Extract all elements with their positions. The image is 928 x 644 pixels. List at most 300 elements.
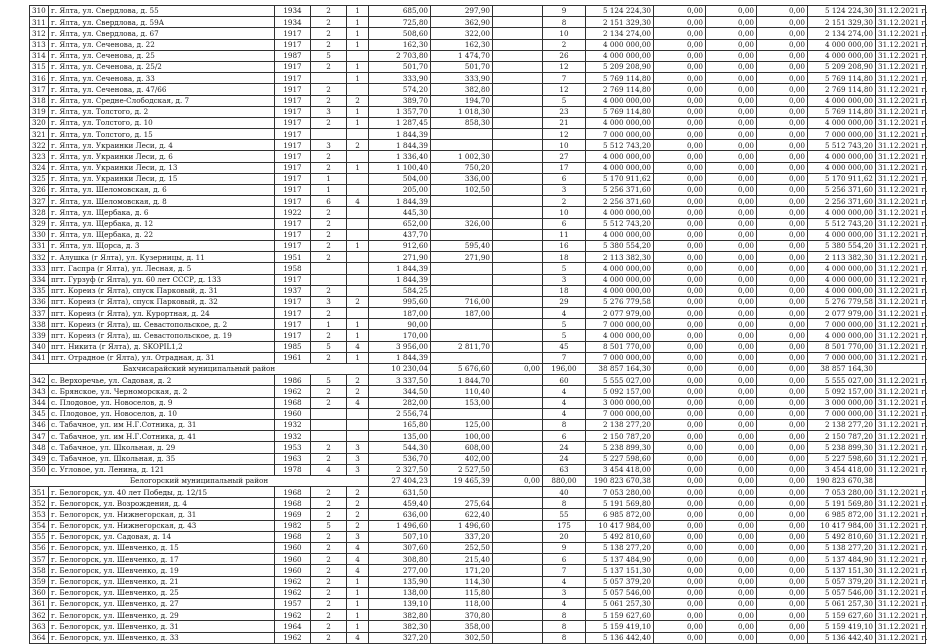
cell-deadline: 31.12.2021 г. xyxy=(876,274,926,285)
cell-nonresidential-area xyxy=(493,73,543,84)
cell-total-area: 544,30 xyxy=(369,442,431,453)
cell-total-area: 912,60 xyxy=(369,240,431,251)
cell-floors: 2 xyxy=(311,330,347,341)
cell-cost-fund-2: 0,00 xyxy=(706,151,757,162)
cell-row-number: 333 xyxy=(30,263,49,274)
district-sum-cell: 190 823 670,38 xyxy=(586,475,654,486)
cell-cost-fund-2: 0,00 xyxy=(706,28,757,39)
cell-planned-cost: 5 191 569,80 xyxy=(808,498,876,509)
cell-residents: 4 xyxy=(543,576,586,587)
table-row xyxy=(30,531,926,542)
table-row xyxy=(30,218,926,229)
cell-nonresidential-area xyxy=(493,319,543,330)
cell-cost-fund-2: 0,00 xyxy=(706,341,757,352)
cell-entrances: 1 xyxy=(347,319,369,330)
cell-residents: 6 xyxy=(543,554,586,565)
district-sum-cell: 0,00 xyxy=(706,364,757,375)
cell-total-cost: 4 000 000,00 xyxy=(586,207,654,218)
cell-planned-cost: 5 092 157,00 xyxy=(808,386,876,397)
cell-row-number: 327 xyxy=(30,196,49,207)
cell-cost-fund-3: 0,00 xyxy=(757,464,808,475)
cell-year: 1969 xyxy=(275,509,311,520)
cell-row-number: 355 xyxy=(30,531,49,542)
cell-total-cost: 5 227 598,60 xyxy=(586,453,654,464)
cell-deadline: 31.12.2021 г. xyxy=(876,61,926,72)
cell-residents: 2 xyxy=(543,39,586,50)
cell-living-area: 2 527,50 xyxy=(431,464,493,475)
cell-cost-fund-2: 0,00 xyxy=(706,386,757,397)
cell-living-area: 402,00 xyxy=(431,453,493,464)
cell-address: с. Табачное, ул. им Н.Г.Сотника, д. 41 xyxy=(49,431,275,442)
cell-nonresidential-area xyxy=(493,341,543,352)
district-sum-cell: 0,00 xyxy=(493,475,543,486)
cell-cost-fund-1: 0,00 xyxy=(654,140,706,151)
cell-floors xyxy=(311,263,347,274)
cell-nonresidential-area xyxy=(493,487,543,498)
district-sum-cell: 38 857 164,30 xyxy=(586,364,654,375)
table-row xyxy=(30,341,926,352)
cell-nonresidential-area xyxy=(493,464,543,475)
cell-entrances: 4 xyxy=(347,196,369,207)
cell-year: 1917 xyxy=(275,95,311,106)
cell-row-number: 324 xyxy=(30,162,49,173)
cell-nonresidential-area xyxy=(493,39,543,50)
cell-total-area: 636,00 xyxy=(369,509,431,520)
cell-total-area: 2 556,74 xyxy=(369,408,431,419)
cell-cost-fund-3: 0,00 xyxy=(757,162,808,173)
cell-nonresidential-area xyxy=(493,576,543,587)
cell-floors: 2 xyxy=(311,240,347,251)
cell-deadline: 31.12.2021 г. xyxy=(876,129,926,140)
cell-year: 1917 xyxy=(275,39,311,50)
cell-deadline: 31.12.2021 г. xyxy=(876,95,926,106)
cell-cost-fund-3: 0,00 xyxy=(757,632,808,643)
cell-residents: 8 xyxy=(543,17,586,28)
cell-row-number: 356 xyxy=(30,543,49,554)
district-sum-cell: 0,00 xyxy=(757,475,808,486)
cell-cost-fund-1: 0,00 xyxy=(654,252,706,263)
table-row xyxy=(30,520,926,531)
table-row xyxy=(30,621,926,632)
cell-cost-fund-2: 0,00 xyxy=(706,543,757,554)
cell-cost-fund-3: 0,00 xyxy=(757,84,808,95)
table-row xyxy=(30,632,926,643)
cell-cost-fund-1: 0,00 xyxy=(654,442,706,453)
cell-cost-fund-2: 0,00 xyxy=(706,252,757,263)
table-row xyxy=(30,319,926,330)
cell-cost-fund-2: 0,00 xyxy=(706,285,757,296)
cell-cost-fund-2: 0,00 xyxy=(706,509,757,520)
cell-total-cost: 7 000 000,00 xyxy=(586,408,654,419)
cell-planned-cost: 4 000 000,00 xyxy=(808,95,876,106)
cell-residents: 6 xyxy=(543,218,586,229)
table-row xyxy=(30,84,926,95)
cell-total-area: 308,80 xyxy=(369,554,431,565)
cell-living-area xyxy=(431,263,493,274)
cell-cost-fund-1: 0,00 xyxy=(654,621,706,632)
cell-nonresidential-area xyxy=(493,6,543,17)
cell-total-area: 2 703,80 xyxy=(369,50,431,61)
cell-nonresidential-area xyxy=(493,330,543,341)
cell-deadline: 31.12.2021 г. xyxy=(876,196,926,207)
cell-living-area: 271,90 xyxy=(431,252,493,263)
cell-year: 1917 xyxy=(275,117,311,128)
cell-row-number: 349 xyxy=(30,453,49,464)
district-empty-cell xyxy=(876,475,926,486)
cell-cost-fund-2: 0,00 xyxy=(706,598,757,609)
cell-total-area: 2 327,50 xyxy=(369,464,431,475)
cell-living-area xyxy=(431,274,493,285)
table-row xyxy=(30,587,926,598)
cell-cost-fund-1: 0,00 xyxy=(654,95,706,106)
cell-living-area: 608,00 xyxy=(431,442,493,453)
table-row xyxy=(30,498,926,509)
cell-cost-fund-1: 0,00 xyxy=(654,632,706,643)
cell-address: пгт. Кореиз (г Ялта), ш. Севастопольское, д. 19 xyxy=(49,330,275,341)
cell-cost-fund-1: 0,00 xyxy=(654,352,706,363)
cell-nonresidential-area xyxy=(493,308,543,319)
cell-living-area: 302,50 xyxy=(431,632,493,643)
cell-residents: 4 xyxy=(543,308,586,319)
cell-cost-fund-2: 0,00 xyxy=(706,73,757,84)
cell-planned-cost: 4 000 000,00 xyxy=(808,274,876,285)
cell-total-cost: 4 000 000,00 xyxy=(586,274,654,285)
cell-deadline: 31.12.2021 г. xyxy=(876,151,926,162)
cell-floors: 2 xyxy=(311,6,347,17)
cell-row-number: 340 xyxy=(30,341,49,352)
cell-cost-fund-2: 0,00 xyxy=(706,520,757,531)
cell-deadline: 31.12.2021 г. xyxy=(876,6,926,17)
cell-address: пгт. Гаспра (г Ялта), ул. Лесная, д. 5 xyxy=(49,263,275,274)
cell-deadline: 31.12.2021 г. xyxy=(876,408,926,419)
cell-nonresidential-area xyxy=(493,129,543,140)
cell-cost-fund-3: 0,00 xyxy=(757,17,808,28)
cell-residents: 27 xyxy=(543,151,586,162)
cell-row-number: 350 xyxy=(30,464,49,475)
cell-planned-cost: 5 276 779,58 xyxy=(808,296,876,307)
cell-planned-cost: 7 000 000,00 xyxy=(808,319,876,330)
cell-year: 1917 xyxy=(275,162,311,173)
cell-address: г. Ялта, ул. Толстого, д. 2 xyxy=(49,106,275,117)
cell-year: 1962 xyxy=(275,576,311,587)
table-row xyxy=(30,576,926,587)
cell-floors xyxy=(311,129,347,140)
cell-floors xyxy=(311,274,347,285)
cell-floors: 2 xyxy=(311,598,347,609)
cell-cost-fund-1: 0,00 xyxy=(654,274,706,285)
cell-entrances xyxy=(347,408,369,419)
district-sum-cell: 0,00 xyxy=(757,364,808,375)
cell-total-cost: 2 134 274,00 xyxy=(586,28,654,39)
cell-row-number: 329 xyxy=(30,218,49,229)
cell-deadline: 31.12.2021 г. xyxy=(876,375,926,386)
cell-cost-fund-1: 0,00 xyxy=(654,50,706,61)
cell-address: г. Ялта, ул. Сеченова, д. 22 xyxy=(49,39,275,50)
cell-row-number: 317 xyxy=(30,84,49,95)
cell-cost-fund-2: 0,00 xyxy=(706,375,757,386)
cell-total-cost: 6 985 872,00 xyxy=(586,509,654,520)
cell-cost-fund-2: 0,00 xyxy=(706,419,757,430)
cell-planned-cost: 5 512 743,20 xyxy=(808,140,876,151)
cell-total-cost: 5 057 379,20 xyxy=(586,576,654,587)
cell-cost-fund-3: 0,00 xyxy=(757,39,808,50)
cell-entrances xyxy=(347,151,369,162)
cell-planned-cost: 5 138 277,20 xyxy=(808,543,876,554)
cell-cost-fund-3: 0,00 xyxy=(757,218,808,229)
cell-cost-fund-3: 0,00 xyxy=(757,252,808,263)
cell-entrances: 1 xyxy=(347,162,369,173)
cell-living-area: 275,64 xyxy=(431,498,493,509)
cell-cost-fund-2: 0,00 xyxy=(706,39,757,50)
cell-year: 1917 xyxy=(275,151,311,162)
cell-floors xyxy=(311,408,347,419)
cell-cost-fund-3: 0,00 xyxy=(757,487,808,498)
cell-cost-fund-1: 0,00 xyxy=(654,543,706,554)
cell-total-area: 574,20 xyxy=(369,84,431,95)
cell-total-cost: 7 000 000,00 xyxy=(586,129,654,140)
cell-floors: 2 xyxy=(311,565,347,576)
cell-nonresidential-area xyxy=(493,151,543,162)
cell-address: с. Табачное, ул. Школьная, д. 29 xyxy=(49,442,275,453)
cell-deadline: 31.12.2021 г. xyxy=(876,73,926,84)
cell-cost-fund-2: 0,00 xyxy=(706,464,757,475)
cell-living-area xyxy=(431,487,493,498)
cell-residents: 5 xyxy=(543,95,586,106)
district-empty-cell xyxy=(876,364,926,375)
cell-total-area: 187,00 xyxy=(369,308,431,319)
cell-cost-fund-2: 0,00 xyxy=(706,17,757,28)
cell-cost-fund-2: 0,00 xyxy=(706,140,757,151)
cell-cost-fund-1: 0,00 xyxy=(654,207,706,218)
cell-total-cost: 5 159 419,10 xyxy=(586,621,654,632)
cell-cost-fund-1: 0,00 xyxy=(654,229,706,240)
cell-total-area: 508,60 xyxy=(369,28,431,39)
cell-residents: 20 xyxy=(543,531,586,542)
cell-floors: 2 xyxy=(311,632,347,643)
cell-living-area: 716,00 xyxy=(431,296,493,307)
cell-year: 1958 xyxy=(275,263,311,274)
district-subtotal-row xyxy=(30,475,926,486)
cell-year: 1968 xyxy=(275,397,311,408)
cell-residents: 4 xyxy=(543,408,586,419)
cell-deadline: 31.12.2021 г. xyxy=(876,296,926,307)
cell-year: 1962 xyxy=(275,386,311,397)
cell-residents: 4 xyxy=(543,598,586,609)
cell-address: г. Ялта, ул. Сеченова, д. 25/2 xyxy=(49,61,275,72)
cell-living-area: 187,00 xyxy=(431,308,493,319)
cell-floors: 2 xyxy=(311,84,347,95)
cell-total-area: 507,10 xyxy=(369,531,431,542)
cell-planned-cost: 4 000 000,00 xyxy=(808,207,876,218)
cell-total-area: 1 100,40 xyxy=(369,162,431,173)
cell-entrances: 2 xyxy=(347,375,369,386)
cell-deadline: 31.12.2021 г. xyxy=(876,117,926,128)
table-row xyxy=(30,419,926,430)
cell-total-area: 1 844,39 xyxy=(369,129,431,140)
cell-nonresidential-area xyxy=(493,173,543,184)
cell-floors: 2 xyxy=(311,487,347,498)
cell-floors: 2 xyxy=(311,587,347,598)
cell-floors: 3 xyxy=(311,296,347,307)
cell-living-area: 1 474,70 xyxy=(431,50,493,61)
cell-residents: 5 xyxy=(543,319,586,330)
cell-planned-cost: 5 170 911,62 xyxy=(808,173,876,184)
cell-deadline: 31.12.2021 г. xyxy=(876,285,926,296)
cell-planned-cost: 2 077 979,00 xyxy=(808,308,876,319)
cell-planned-cost: 5 136 442,40 xyxy=(808,632,876,643)
cell-floors: 2 xyxy=(311,531,347,542)
cell-entrances: 4 xyxy=(347,341,369,352)
table-row xyxy=(30,554,926,565)
cell-address: с. Угловое, ул. Ленина, д. 121 xyxy=(49,464,275,475)
cell-nonresidential-area xyxy=(493,621,543,632)
cell-address: г. Ялта, ул. Украинки Леси, д. 4 xyxy=(49,140,275,151)
cell-cost-fund-2: 0,00 xyxy=(706,229,757,240)
cell-floors: 5 xyxy=(311,520,347,531)
cell-planned-cost: 2 138 277,20 xyxy=(808,419,876,430)
cell-address: г. Ялта, ул. Свердлова, д. 67 xyxy=(49,28,275,39)
cell-entrances: 2 xyxy=(347,509,369,520)
cell-row-number: 331 xyxy=(30,240,49,251)
cell-total-cost: 4 000 000,00 xyxy=(586,263,654,274)
cell-floors: 2 xyxy=(311,162,347,173)
cell-residents: 8 xyxy=(543,498,586,509)
cell-row-number: 322 xyxy=(30,140,49,151)
cell-nonresidential-area xyxy=(493,106,543,117)
cell-planned-cost: 4 000 000,00 xyxy=(808,162,876,173)
table-row xyxy=(30,28,926,39)
cell-entrances xyxy=(347,419,369,430)
cell-cost-fund-1: 0,00 xyxy=(654,61,706,72)
cell-deadline: 31.12.2021 г. xyxy=(876,598,926,609)
cell-living-area: 100,00 xyxy=(431,431,493,442)
cell-deadline: 31.12.2021 г. xyxy=(876,464,926,475)
cell-total-cost: 5 137 484,90 xyxy=(586,554,654,565)
cell-cost-fund-1: 0,00 xyxy=(654,117,706,128)
cell-cost-fund-3: 0,00 xyxy=(757,498,808,509)
cell-row-number: 318 xyxy=(30,95,49,106)
cell-cost-fund-2: 0,00 xyxy=(706,610,757,621)
cell-floors: 5 xyxy=(311,341,347,352)
cell-cost-fund-1: 0,00 xyxy=(654,487,706,498)
cell-living-area xyxy=(431,408,493,419)
table-row xyxy=(30,565,926,576)
cell-planned-cost: 5 769 114,80 xyxy=(808,106,876,117)
district-subtotal-row xyxy=(30,364,926,375)
cell-total-cost: 5 380 554,20 xyxy=(586,240,654,251)
cell-residents: 3 xyxy=(543,274,586,285)
cell-living-area: 382,80 xyxy=(431,84,493,95)
cell-total-area: 162,30 xyxy=(369,39,431,50)
cell-entrances xyxy=(347,129,369,140)
cell-row-number: 316 xyxy=(30,73,49,84)
cell-floors: 3 xyxy=(311,140,347,151)
cell-total-cost: 4 000 000,00 xyxy=(586,39,654,50)
cell-total-cost: 8 501 770,00 xyxy=(586,341,654,352)
cell-planned-cost: 7 000 000,00 xyxy=(808,129,876,140)
cell-cost-fund-2: 0,00 xyxy=(706,308,757,319)
cell-cost-fund-1: 0,00 xyxy=(654,587,706,598)
table-row xyxy=(30,330,926,341)
cell-cost-fund-3: 0,00 xyxy=(757,207,808,218)
cell-residents: 8 xyxy=(543,621,586,632)
cell-year: 1960 xyxy=(275,554,311,565)
cell-address: г. Ялта, ул. Шеломовская, д. 8 xyxy=(49,196,275,207)
cell-cost-fund-1: 0,00 xyxy=(654,554,706,565)
cell-living-area: 336,00 xyxy=(431,173,493,184)
cell-nonresidential-area xyxy=(493,28,543,39)
cell-nonresidential-area xyxy=(493,498,543,509)
cell-residents: 12 xyxy=(543,84,586,95)
cell-address: г. Ялта, ул. Украинки Леси, д. 6 xyxy=(49,151,275,162)
cell-residents: 8 xyxy=(543,632,586,643)
cell-residents: 3 xyxy=(543,587,586,598)
cell-nonresidential-area xyxy=(493,408,543,419)
cell-nonresidential-area xyxy=(493,632,543,643)
table-row xyxy=(30,6,926,17)
cell-address: г. Белогорск, ул. Шевченко, д. 15 xyxy=(49,543,275,554)
cell-cost-fund-1: 0,00 xyxy=(654,240,706,251)
cell-residents: 7 xyxy=(543,352,586,363)
cell-address: г. Ялта, ул. Шеломовская, д. 6 xyxy=(49,185,275,196)
cell-entrances: 1 xyxy=(347,587,369,598)
cell-entrances: 2 xyxy=(347,296,369,307)
cell-address: пгт. Кореиз (г Ялта), ш. Севастопольское, д. 2 xyxy=(49,319,275,330)
cell-total-cost: 5 492 810,60 xyxy=(586,531,654,542)
cell-year: 1960 xyxy=(275,543,311,554)
cell-row-number: 358 xyxy=(30,565,49,576)
cell-total-area: 1 357,70 xyxy=(369,106,431,117)
cell-entrances: 1 xyxy=(347,73,369,84)
cell-cost-fund-1: 0,00 xyxy=(654,531,706,542)
cell-nonresidential-area xyxy=(493,218,543,229)
cell-row-number: 352 xyxy=(30,498,49,509)
cell-planned-cost: 10 417 984,00 xyxy=(808,520,876,531)
cell-address: г. Ялта, ул. Толстого, д. 10 xyxy=(49,117,275,128)
cell-cost-fund-3: 0,00 xyxy=(757,196,808,207)
cell-cost-fund-1: 0,00 xyxy=(654,576,706,587)
cell-cost-fund-2: 0,00 xyxy=(706,632,757,643)
cell-year: 1951 xyxy=(275,252,311,263)
cell-deadline: 31.12.2021 г. xyxy=(876,453,926,464)
cell-planned-cost: 2 769 114,80 xyxy=(808,84,876,95)
cell-living-area: 2 811,70 xyxy=(431,341,493,352)
cell-nonresidential-area xyxy=(493,386,543,397)
cell-cost-fund-1: 0,00 xyxy=(654,17,706,28)
cell-cost-fund-1: 0,00 xyxy=(654,419,706,430)
cell-planned-cost: 4 000 000,00 xyxy=(808,151,876,162)
cell-total-area: 170,00 xyxy=(369,330,431,341)
table-row xyxy=(30,252,926,263)
cell-entrances: 2 xyxy=(347,487,369,498)
cell-living-area: 125,00 xyxy=(431,419,493,430)
cell-deadline: 31.12.2021 г. xyxy=(876,207,926,218)
cell-planned-cost: 4 000 000,00 xyxy=(808,229,876,240)
cell-cost-fund-3: 0,00 xyxy=(757,140,808,151)
cell-entrances: 4 xyxy=(347,565,369,576)
cell-total-cost: 4 000 000,00 xyxy=(586,117,654,128)
cell-cost-fund-1: 0,00 xyxy=(654,173,706,184)
cell-row-number: 351 xyxy=(30,487,49,498)
cell-year: 1978 xyxy=(275,464,311,475)
cell-living-area: 1 844,70 xyxy=(431,375,493,386)
cell-total-cost: 4 000 000,00 xyxy=(586,330,654,341)
cell-cost-fund-1: 0,00 xyxy=(654,330,706,341)
cell-nonresidential-area xyxy=(493,543,543,554)
cell-row-number: 321 xyxy=(30,129,49,140)
cell-living-area: 297,90 xyxy=(431,6,493,17)
cell-cost-fund-3: 0,00 xyxy=(757,419,808,430)
